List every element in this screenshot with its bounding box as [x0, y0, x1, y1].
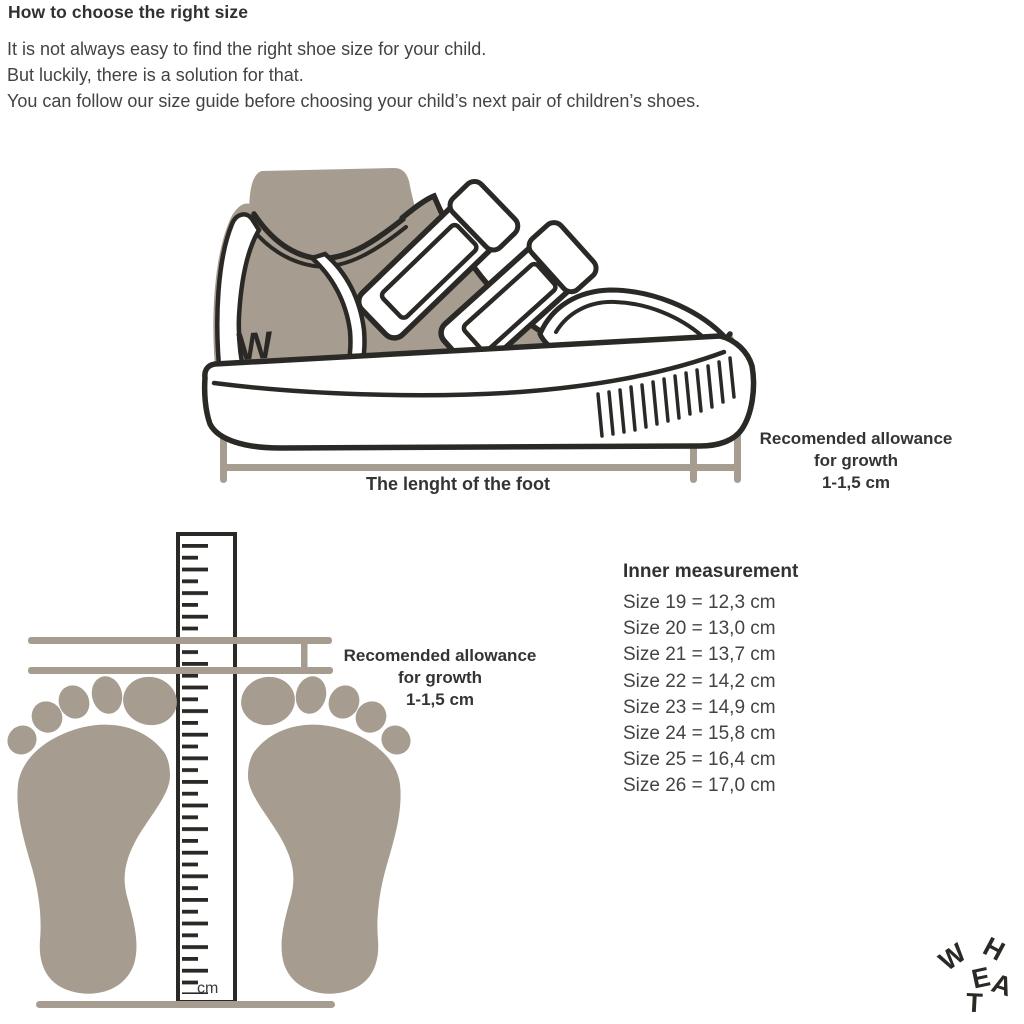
- ruler-unit-label: cm: [197, 980, 219, 997]
- note-line: for growth: [397, 668, 483, 687]
- size-table: [623, 561, 798, 800]
- measure-line: [220, 464, 741, 471]
- size-row: Size 25 = 16,4 cm: [623, 749, 776, 771]
- brand-letter: A: [987, 967, 1016, 1003]
- intro-line: You can follow our size guide before choosing your child’s next pair of children’s shoes.: [7, 91, 701, 111]
- intro-line: It is not always easy to find the right shoe size for your child.: [7, 39, 487, 59]
- brand-letter: W: [933, 937, 972, 977]
- size-row: Size 21 = 13,7 cm: [623, 644, 776, 666]
- growth-allowance-note-feet: [328, 645, 552, 711]
- note-line: Recomended allowance: [759, 429, 953, 448]
- brand-letter: H: [978, 931, 1010, 967]
- floor-baseline: [36, 1001, 335, 1008]
- ruler-ticks: [182, 544, 208, 994]
- brand-letter: E: [968, 961, 993, 995]
- size-row: Size 19 = 12,3 cm: [623, 592, 776, 613]
- note-line: 1-1,5 cm: [405, 690, 475, 709]
- feet-measuring-illustration: [0, 530, 580, 1024]
- note-line: 1-1,5 cm: [821, 473, 891, 492]
- heel-logo-letter: W: [235, 324, 275, 369]
- size-row: Size 20 = 13,0 cm: [623, 618, 776, 640]
- brand-logo: [928, 920, 1024, 1024]
- intro-paragraph: [7, 36, 700, 114]
- intro-line: But luckily, there is a solution for that.: [7, 65, 304, 85]
- foot-length-label: The lenght of the foot: [366, 474, 550, 494]
- page-title: How to choose the right size: [8, 2, 249, 22]
- ruler: [178, 534, 235, 1002]
- size-row: Size 22 = 14,2 cm: [623, 670, 776, 692]
- note-line: for growth: [813, 451, 899, 470]
- note-line: Recomended allowance: [343, 646, 537, 665]
- shoe-illustration: [190, 140, 790, 490]
- size-row: Size 24 = 15,8 cm: [623, 723, 776, 745]
- brand-letter: T: [965, 987, 984, 1019]
- right-footprint: [237, 672, 417, 994]
- size-row: Size 26 = 17,0 cm: [623, 775, 776, 797]
- size-table-heading: Inner measurement: [623, 561, 799, 582]
- growth-allowance-note-shoe: [744, 428, 968, 494]
- size-row: Size 23 = 14,9 cm: [623, 696, 776, 718]
- left-footprint: [1, 672, 181, 994]
